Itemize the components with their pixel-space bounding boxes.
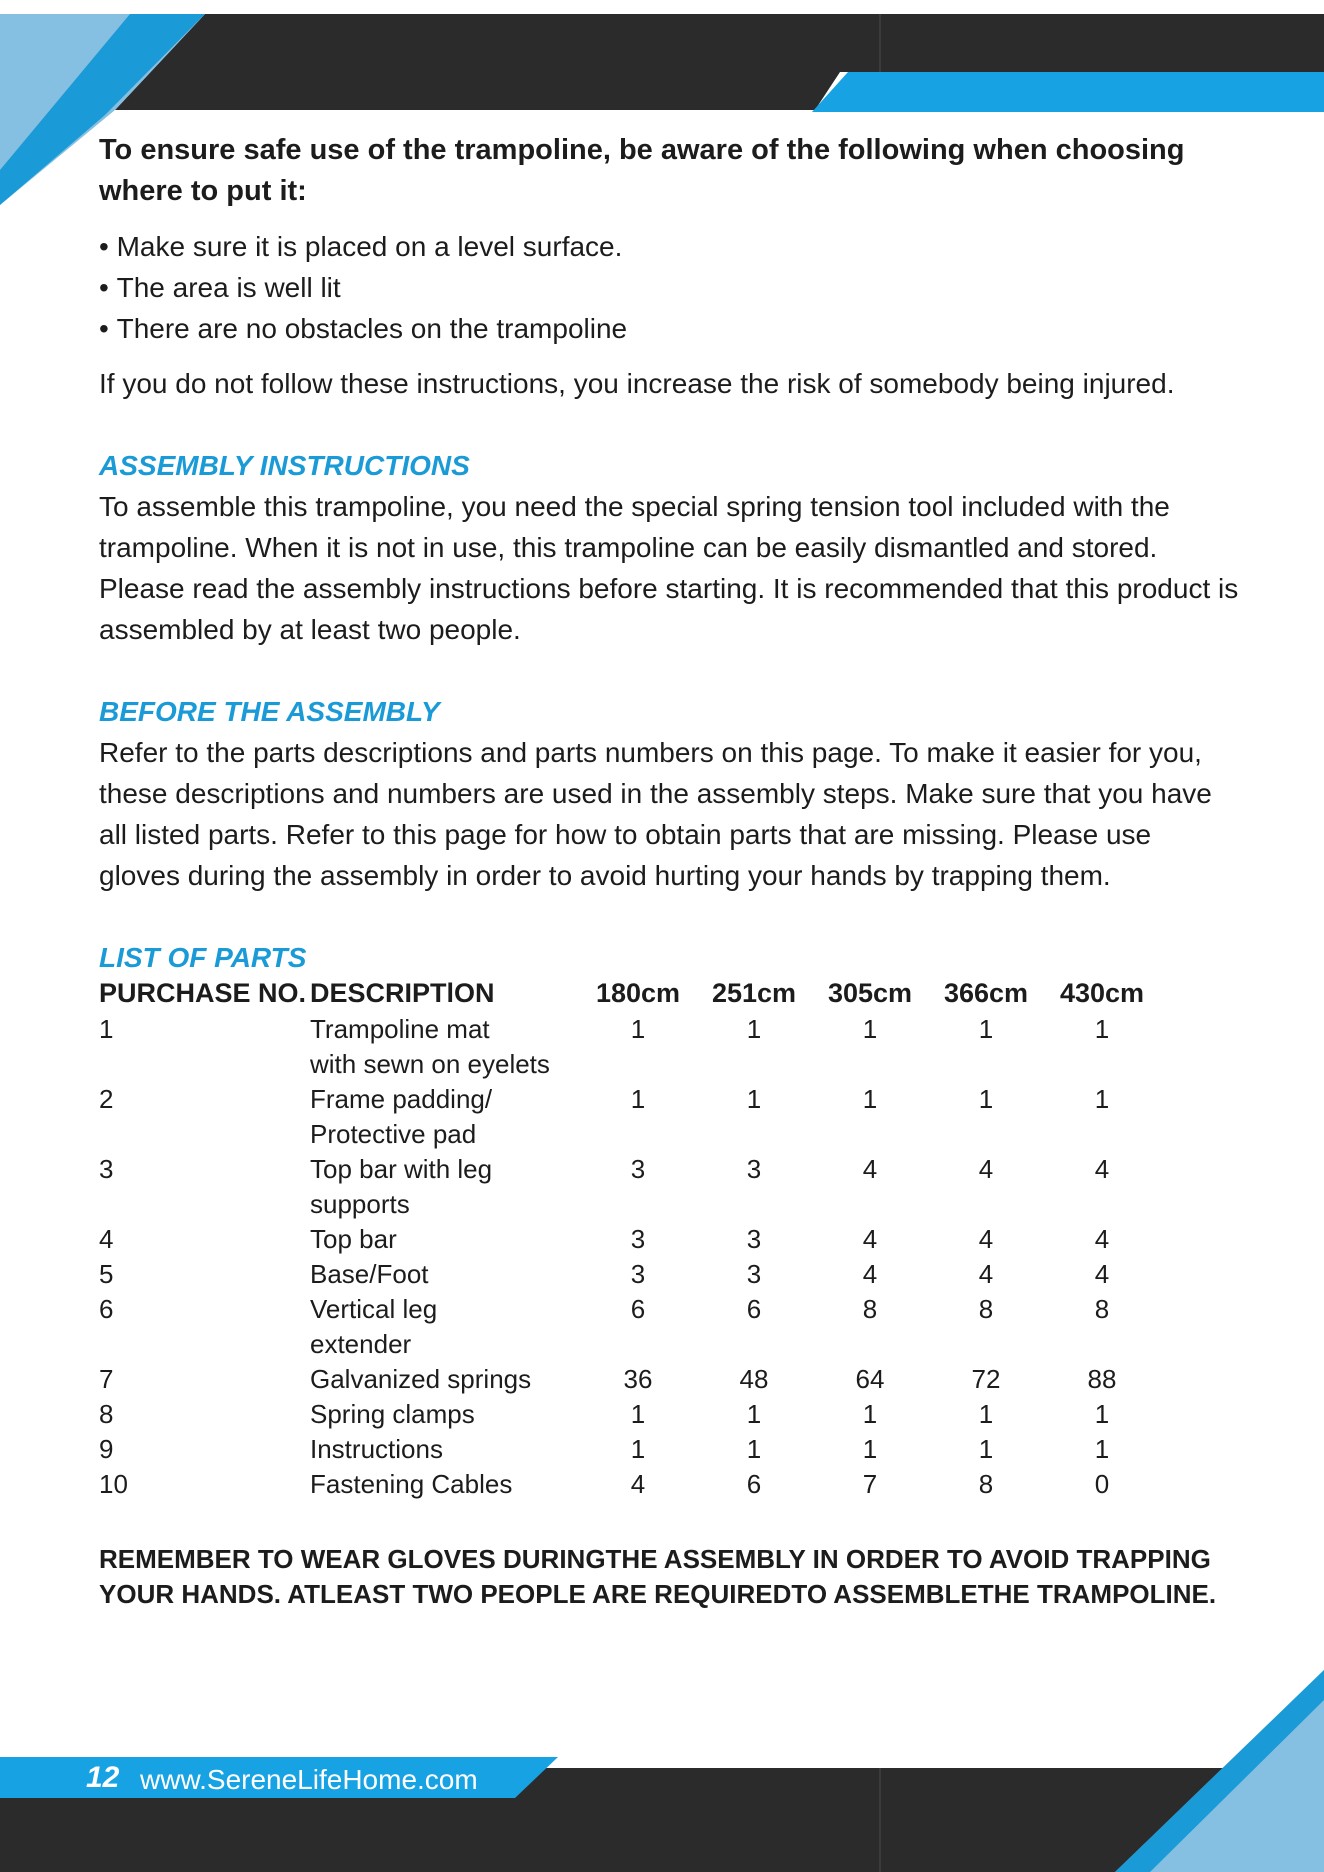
purchase-no-cell: 6 [99,1294,114,1324]
description-line: Protective pad [310,1119,477,1149]
description-line: Top bar with leg [310,1154,493,1184]
quantity-cell: 8 [862,1294,878,1324]
quantity-cell: 4 [862,1154,878,1184]
list-item: • Make sure it is placed on a level surface. [99,226,1239,267]
quantity-cell: 1 [1094,1399,1110,1429]
quantity-cell: 1 [630,1084,646,1114]
table-row [99,1257,1160,1292]
description-cell [310,1082,580,1152]
header-blue-stripe [812,72,1324,112]
quantity-cell: 1 [862,1084,878,1114]
table-row [99,1152,1160,1222]
table-row [99,1012,1160,1082]
quantity-cell: 1 [1094,1434,1110,1464]
quantity-cell: 1 [746,1399,762,1429]
quantity-cell: 3 [630,1154,646,1184]
quantity-cell: 72 [971,1364,1001,1394]
quantity-cell: 1 [1094,1084,1110,1114]
quantity-cell: 1 [746,1434,762,1464]
quantity-cell: 0 [1094,1469,1110,1499]
description-line: supports [310,1189,410,1219]
description-line: extender [310,1329,412,1359]
header-251cm: 251cm [711,977,797,1008]
quantity-cell: 1 [862,1434,878,1464]
description-line: Galvanized springs [310,1364,532,1394]
header-purchase-no: PURCHASE NO. [99,977,307,1008]
description-line: Vertical leg [310,1294,438,1324]
table-row [99,1467,1160,1502]
quantity-cell: 1 [978,1399,994,1429]
purchase-no-cell: 2 [99,1084,114,1114]
page-content [99,130,1239,1638]
quantity-cell: 3 [630,1259,646,1289]
quantity-cell: 7 [862,1469,878,1499]
purchase-no-cell: 9 [99,1434,114,1464]
quantity-cell: 1 [746,1014,762,1044]
description-line: Trampoline mat [310,1014,490,1044]
quantity-cell: 48 [739,1364,769,1394]
quantity-cell: 1 [978,1434,994,1464]
table-row [99,1222,1160,1257]
description-cell [310,1222,580,1257]
list-item: • There are no obstacles on the trampoline [99,308,1239,349]
quantity-cell: 8 [978,1294,994,1324]
quantity-cell: 8 [978,1469,994,1499]
assembly-title: ASSEMBLY INSTRUCTIONS [99,450,470,481]
quantity-cell: 1 [1094,1014,1110,1044]
quantity-cell: 36 [623,1364,653,1394]
quantity-cell: 8 [1094,1294,1110,1324]
quantity-cell: 1 [630,1014,646,1044]
description-line: Instructions [310,1434,443,1464]
description-cell [310,1257,580,1292]
header-430cm: 430cm [1059,977,1145,1008]
quantity-cell: 1 [862,1399,878,1429]
quantity-cell: 1 [862,1014,878,1044]
quantity-cell: 4 [862,1224,878,1254]
description-line: with sewn on eyelets [310,1049,550,1079]
description-cell [310,1432,580,1467]
before-assembly-title: BEFORE THE ASSEMBLY [99,696,440,727]
warning-text: If you do not follow these instructions, you increase the risk of somebody being injured. [99,368,1175,399]
purchase-no-cell: 4 [99,1224,114,1254]
description-cell [310,1152,580,1222]
description-line: Frame padding/ [310,1084,493,1114]
table-header-row [99,974,1160,1012]
quantity-cell: 1 [630,1434,646,1464]
quantity-cell: 6 [630,1294,646,1324]
header-366cm: 366cm [943,977,1029,1008]
quantity-cell: 1 [630,1399,646,1429]
quantity-cell: 1 [978,1084,994,1114]
quantity-cell: 4 [978,1259,994,1289]
quantity-cell: 4 [978,1224,994,1254]
closing-warning: REMEMBER TO WEAR GLOVES DURINGTHE ASSEMBLY IN ORDER TO AVOID TRAPPING YOUR HANDS. ATLEAST TWO PEOPLE ARE REQUIREDTO ASSEMBLETHE TRAMPOLINE. [99,1544,1217,1609]
description-line: Fastening Cables [310,1469,513,1499]
quantity-cell: 4 [630,1469,646,1499]
description-line: Top bar [310,1224,397,1254]
header-180cm: 180cm [595,977,681,1008]
description-cell [310,1362,580,1397]
assembly-text: To assemble this trampoline, you need the special spring tension tool included with the trampoline. When it is not in use, this trampoline can be easily dismantled and stored. Please read the assembly instructions before starting. It is recommended that this product is assembled by at least two people. [99,491,1239,645]
table-row [99,1397,1160,1432]
quantity-cell: 3 [746,1154,762,1184]
description-cell [310,1012,580,1082]
description-line: Base/Foot [310,1259,429,1289]
purchase-no-cell: 8 [99,1399,114,1429]
table-row [99,1292,1160,1362]
purchase-no-cell: 1 [99,1014,114,1044]
table-row [99,1082,1160,1152]
table-row [99,1362,1160,1397]
quantity-cell: 1 [746,1084,762,1114]
header-305cm: 305cm [827,977,913,1008]
header-description: DESCRIPTlON [310,977,495,1008]
description-cell [310,1292,580,1362]
quantity-cell: 4 [978,1154,994,1184]
quantity-cell: 4 [1094,1259,1110,1289]
quantity-cell: 3 [630,1224,646,1254]
quantity-cell: 64 [855,1364,885,1394]
quantity-cell: 3 [746,1224,762,1254]
page-number: 12 [86,1761,120,1794]
purchase-no-cell: 7 [99,1364,114,1394]
parts-title: LIST OF PARTS [99,942,307,973]
safety-list [99,226,1239,349]
quantity-cell: 88 [1087,1364,1117,1394]
quantity-cell: 4 [1094,1154,1110,1184]
purchase-no-cell: 10 [99,1469,128,1499]
quantity-cell: 6 [746,1294,762,1324]
before-assembly-text: Refer to the parts descriptions and parts numbers on this page. To make it easier for you, these descriptions and numbers are used in the assembly steps. Make sure that you have all listed parts. Refer to this page for how to obtain parts that are missing. Please use gloves during the assembly in order to avoid hurting your hands by trapping them. [99,737,1212,891]
description-line: Spring clamps [310,1399,475,1429]
list-item: • The area is well lit [99,267,1239,308]
description-cell [310,1397,580,1432]
table-row [99,1432,1160,1467]
quantity-cell: 1 [978,1014,994,1044]
quantity-cell: 4 [1094,1224,1110,1254]
purchase-no-cell: 3 [99,1154,114,1184]
purchase-no-cell: 5 [99,1259,114,1289]
quantity-cell: 4 [862,1259,878,1289]
quantity-cell: 6 [746,1469,762,1499]
parts-table [99,974,1160,1502]
description-cell [310,1467,580,1502]
footer-url[interactable]: www.SereneLifeHome.com [140,1764,478,1795]
intro-heading: To ensure safe use of the trampoline, be aware of the following when choosing where to put it: [99,134,1185,207]
quantity-cell: 3 [746,1259,762,1289]
